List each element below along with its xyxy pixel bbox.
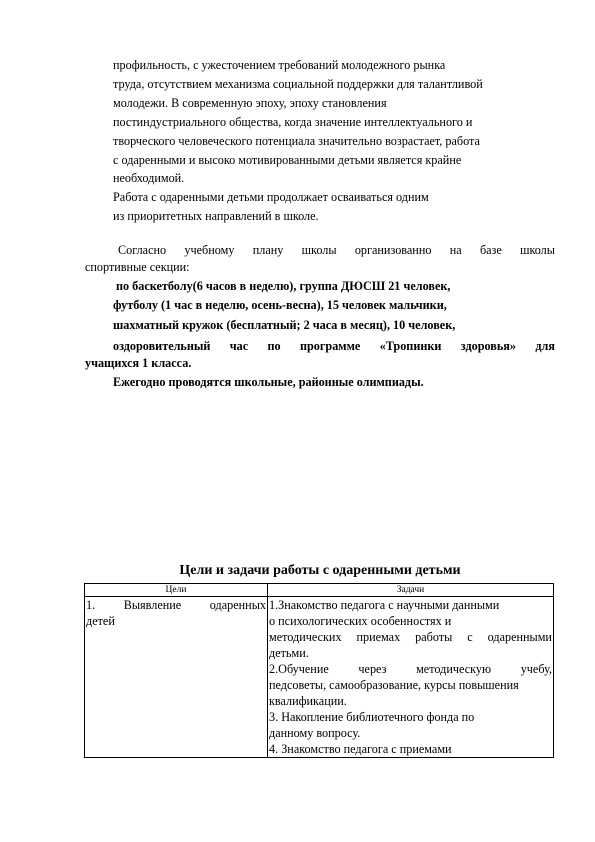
task1-line-4: детьми. — [269, 646, 309, 660]
word: методических — [269, 630, 342, 644]
word: по — [267, 339, 281, 353]
task1-line-2: о психологических особенностях и — [269, 614, 452, 628]
sections-line-1 — [118, 243, 555, 257]
intro-line-1: профильность, с ужесточением требований молодежного рынка — [113, 58, 446, 72]
intro-line-3: молодежи. В современную эпоху, эпоху становления — [113, 96, 387, 110]
word: организованно — [354, 243, 432, 257]
health-line-end: учащихся 1 класса. — [85, 356, 192, 370]
goal-cell — [85, 597, 268, 758]
word: здоровья» — [460, 339, 516, 353]
word: учебному — [184, 243, 235, 257]
task1-line-1: 1.Знакомство педагога с научными данными — [269, 598, 500, 612]
word: на — [449, 243, 462, 257]
word: школы — [301, 243, 337, 257]
intro-line-2: труда, отсутствием механизма социальной поддержки для талантливой — [113, 77, 483, 91]
intro-line-9: из приоритетных направлений в школе. — [113, 209, 319, 223]
word: Выявление — [123, 598, 182, 612]
word: одаренных — [209, 598, 266, 612]
chess-line: шахматный кружок (бесплатный; 2 часа в месяц), 10 человек, — [113, 318, 456, 332]
intro-line-7: необходимой. — [113, 171, 185, 185]
task2-line-1 — [269, 661, 552, 677]
word: приемах — [356, 630, 401, 644]
football-line: футболу (1 час в неделю, осень-весна), 15 человек мальчики, — [113, 298, 447, 312]
word: программе — [300, 339, 361, 353]
word: час — [229, 339, 249, 353]
task4-line-1: 4. Знакомство педагога с приемами — [269, 742, 452, 756]
word: плану — [252, 243, 284, 257]
intro-line-4: постиндустриального общества, когда значение интеллектуального и — [113, 115, 473, 129]
tasks-cell — [268, 597, 554, 758]
word: школы — [520, 243, 555, 257]
word: 1. — [86, 598, 96, 612]
task3-line-2: данному вопросу. — [269, 726, 361, 740]
task2-line-2: педсоветы, самообразование, курсы повышения — [269, 678, 519, 692]
word: 2.Обучение — [269, 662, 329, 676]
goal-line-2: детей — [86, 614, 115, 628]
task1-line-3 — [269, 629, 552, 645]
word: через — [358, 662, 387, 676]
intro-line-5: творческого человеческого потенциала значительно возрастает, работа — [113, 134, 480, 148]
word: учебу, — [520, 662, 552, 676]
header-goals: Цели — [85, 584, 268, 597]
table-row — [85, 597, 554, 758]
goal-line-1 — [86, 597, 266, 613]
health-line — [113, 339, 555, 353]
header-tasks: Задачи — [268, 584, 554, 597]
word: с — [467, 630, 473, 644]
olympiads-line: Ежегодно проводятся школьные, районные олимпиады. — [113, 375, 424, 389]
word: «Тропинки — [379, 339, 442, 353]
task2-line-3: квалификации. — [269, 694, 347, 708]
table-header-row — [85, 584, 554, 597]
word: для — [535, 339, 555, 353]
task3-line-1: 3. Накопление библиотечного фонда по — [269, 710, 475, 724]
word: методическую — [416, 662, 492, 676]
intro-line-6: с одаренными и высоко мотивированными детьми является крайне — [113, 153, 462, 167]
word: оздоровительный — [113, 339, 211, 353]
word: одаренными — [487, 630, 552, 644]
basketball-line: по баскетболу(6 часов в неделю), группа ДЮСШ 21 человек, — [116, 279, 451, 293]
word: базе — [479, 243, 502, 257]
word: работы — [415, 630, 453, 644]
sections-line-2: спортивные секции: — [85, 260, 190, 274]
intro-line-8: Работа с одаренными детьми продолжает осваиваться одним — [113, 190, 429, 204]
word: Согласно — [118, 243, 167, 257]
table-title: Цели и задачи работы с одаренными детьми — [179, 563, 461, 578]
goals-tasks-table — [84, 583, 554, 758]
